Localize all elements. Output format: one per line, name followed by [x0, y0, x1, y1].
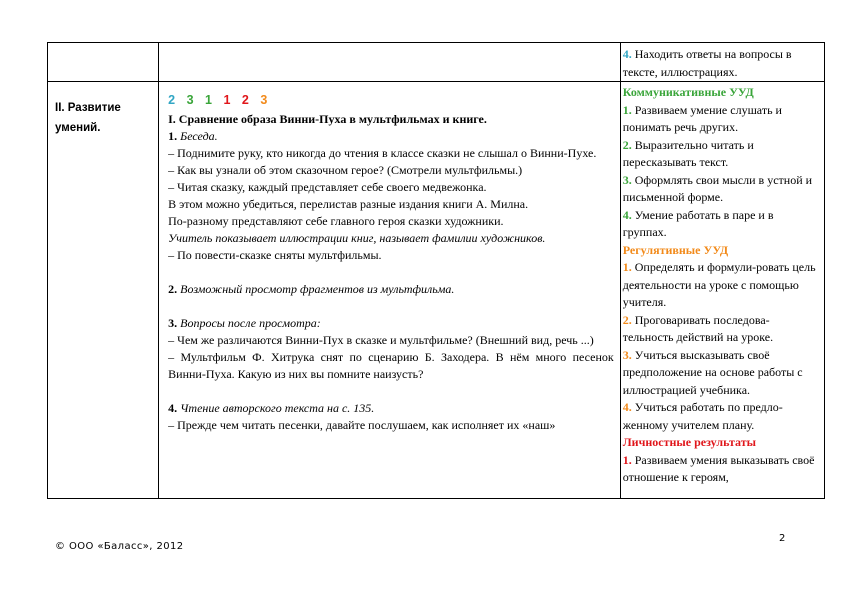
- uud-item-text: Развиваем умения выказывать своё отношение к героям,: [622, 452, 815, 484]
- level-number: 3: [186, 93, 197, 107]
- stage-title: II. Развитие умений.: [55, 102, 121, 134]
- section-title: I. Сравнение образа Винни-Пуха в мультфильмах и книге.: [168, 112, 487, 126]
- level-number: 2: [241, 93, 252, 107]
- uud-item-text: Развиваем умение слушать и понимать речь других.: [622, 102, 782, 134]
- uud-cell: [620, 82, 824, 499]
- uud-item-text: Определять и формули-ровать цель деятельности на уроке с помощью учителя.: [622, 260, 816, 309]
- item-number: 3.: [622, 347, 632, 362]
- uud-cell: [620, 43, 824, 82]
- uud-item-text: Проговаривать последова-тельность действий на уроке.: [622, 312, 774, 344]
- step-number: 3.: [168, 316, 178, 330]
- dialog-line: – Поднимите руку, кто никогда до чтения в классе сказки не слышал о Винни-Пухе.: [168, 146, 597, 160]
- uud-item-text: Учиться высказывать своё предположение на основе работы с иллюстрацией учебника.: [622, 347, 803, 397]
- step-number: 2.: [168, 282, 178, 296]
- page-number: 2: [779, 533, 786, 544]
- step-title: Вопросы после просмотра:: [180, 316, 321, 330]
- step-title: Чтение авторского текста на с. 135.: [180, 401, 375, 415]
- dialog-line: – Чем же различаются Винни-Пух в сказке и мультфильме? (Внешний вид, речь ...): [168, 333, 594, 347]
- uud-item-text: Оформлять свои мысли в устной и письменной форме.: [622, 172, 813, 204]
- teacher-note: Учитель показывает иллюстрации книг, называет фамилии художников.: [168, 231, 546, 245]
- level-number: 1: [205, 93, 215, 107]
- table-row: [48, 82, 825, 499]
- level-numbers: [168, 92, 614, 108]
- dialog-line: – Читая сказку, каждый представляет себе своего медвежонка.: [168, 180, 487, 194]
- item-number: 2.: [622, 137, 632, 152]
- dialog-line: В этом можно убедиться, перелистав разные издания книги А. Милна.: [168, 197, 529, 211]
- dialog-line: – По повести-сказке сняты мультфильмы.: [168, 248, 382, 262]
- dialog-line: – Прежде чем читать песенки, давайте послушаем, как исполняет их «наш»: [168, 418, 556, 432]
- dialog-line: – Как вы узнали об этом сказочном герое? (Смотрели мультфильмы.): [168, 163, 523, 177]
- uud-header-regulative: Регулятивные УУД: [622, 242, 729, 257]
- item-number: 1.: [622, 452, 632, 467]
- stage-cell: [48, 82, 159, 499]
- lesson-table: [47, 42, 825, 499]
- level-number: 2: [168, 93, 179, 107]
- stage-cell-empty: [48, 43, 159, 82]
- content-cell-empty: [159, 43, 621, 82]
- uud-item-text: Выразительно читать и пересказывать текст.: [622, 137, 754, 169]
- item-number: 2.: [622, 312, 632, 327]
- uud-item-text: Находить ответы на вопросы в тексте, иллюстрациях.: [622, 47, 792, 79]
- item-number: 3.: [622, 172, 632, 187]
- dialog-line: По-разному представляют себе главного героя сказки художники.: [168, 214, 504, 228]
- step-title: Беседа.: [180, 129, 218, 143]
- step-number: 1.: [168, 129, 178, 143]
- item-number: 4.: [622, 400, 632, 414]
- step-title: Возможный просмотр фрагментов из мультфильма.: [180, 282, 455, 296]
- uud-item-text: Умение работать в паре и в группах.: [622, 207, 774, 239]
- copyright-footer: © ООО «Баласс», 2012: [55, 541, 184, 552]
- item-number: 1.: [622, 102, 632, 117]
- level-number: 1: [223, 93, 234, 107]
- uud-header-communicative: Коммуникативные УУД: [622, 85, 754, 99]
- content-cell: [159, 82, 621, 499]
- item-number: 4.: [622, 47, 632, 61]
- item-number: 1.: [622, 260, 632, 274]
- step-number: 4.: [168, 401, 178, 415]
- item-number: 4.: [622, 207, 632, 222]
- uud-header-personal: Личностные результаты: [622, 435, 756, 449]
- level-number: 3: [260, 93, 271, 107]
- uud-item-text: Учиться работать по предло-женному учителем плану.: [622, 400, 783, 432]
- table-row: [48, 43, 825, 82]
- dialog-line: – Мультфильм Ф. Хитрука снят по сценарию Б. Заходера. В нём много песенок Винни-Пуха. Какую из них вы помните наизусть?: [168, 350, 614, 381]
